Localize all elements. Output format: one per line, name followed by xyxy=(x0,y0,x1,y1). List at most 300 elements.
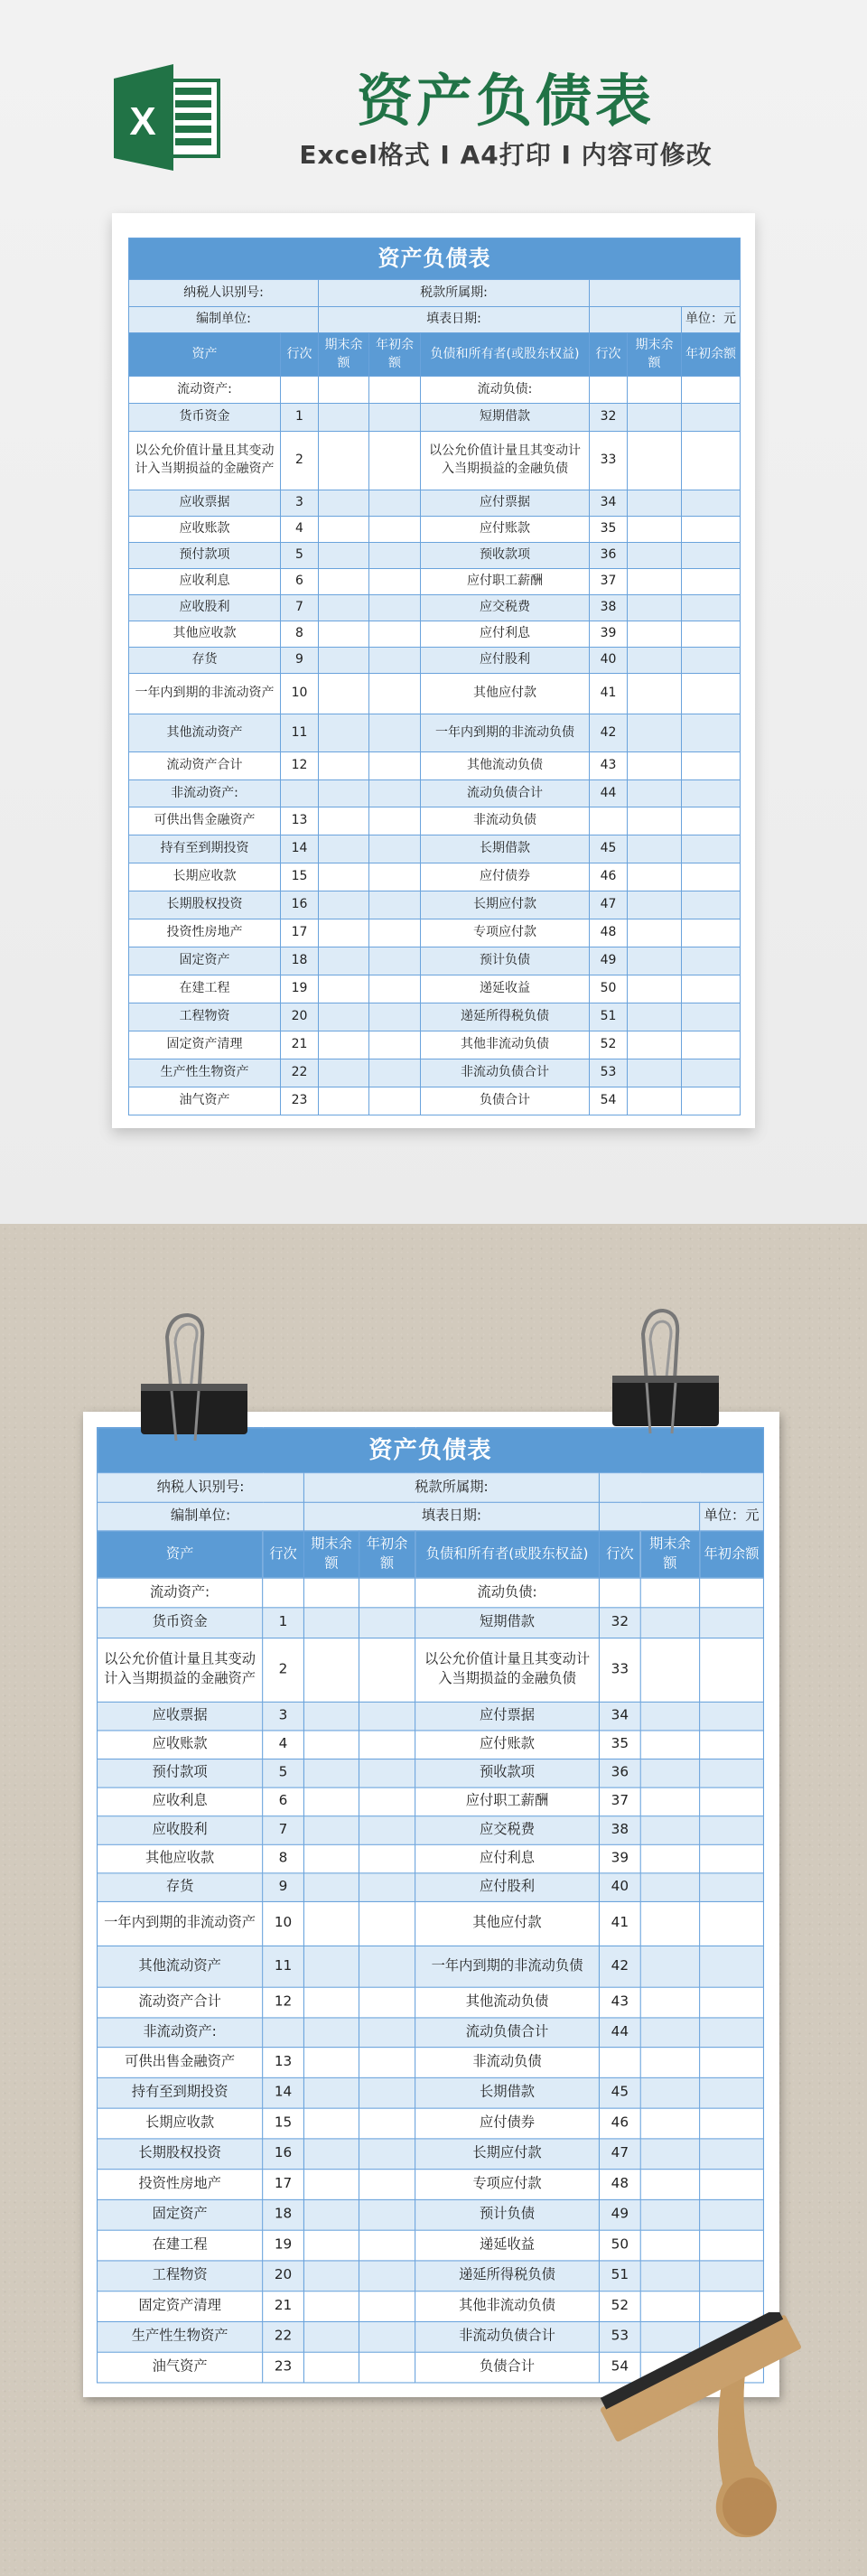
liability-line-no: 44 xyxy=(599,2018,640,2048)
liability-item: 其他非流动负债 xyxy=(415,2291,600,2322)
asset-end-balance-cell[interactable] xyxy=(303,1946,359,1987)
liability-item: 应交税费 xyxy=(421,595,590,621)
asset-begin-balance-cell[interactable] xyxy=(359,1702,415,1731)
liability-line-no: 42 xyxy=(599,1946,640,1987)
asset-begin-balance-cell[interactable] xyxy=(369,621,421,648)
asset-item: 应收股利 xyxy=(129,595,281,621)
asset-begin-balance-cell[interactable] xyxy=(359,2352,415,2383)
liability-end-balance-cell[interactable] xyxy=(640,1638,699,1703)
asset-end-balance-cell[interactable] xyxy=(319,377,369,404)
liability-begin-balance-cell[interactable] xyxy=(700,2108,764,2139)
liability-begin-balance-cell[interactable] xyxy=(700,2018,764,2048)
asset-line-no: 2 xyxy=(263,1638,304,1703)
liability-end-balance-cell[interactable] xyxy=(640,1759,699,1788)
liability-begin-balance-cell[interactable] xyxy=(682,1031,741,1059)
table-row xyxy=(98,2261,764,2291)
asset-begin-balance-cell[interactable] xyxy=(359,2261,415,2291)
table-row xyxy=(98,2170,764,2200)
asset-line-no: 7 xyxy=(281,595,319,621)
liability-end-balance-cell[interactable] xyxy=(640,2261,699,2291)
column-header: 年初余额 xyxy=(359,1531,415,1578)
asset-end-balance-cell[interactable] xyxy=(303,1702,359,1731)
liability-begin-balance-cell[interactable] xyxy=(682,674,741,714)
liability-end-balance-cell[interactable] xyxy=(628,595,682,621)
asset-begin-balance-cell[interactable] xyxy=(369,1059,421,1087)
tax-period-field[interactable] xyxy=(590,280,741,307)
asset-begin-balance-cell[interactable] xyxy=(369,648,421,674)
asset-line-no: 15 xyxy=(263,2108,304,2139)
asset-begin-balance-cell[interactable] xyxy=(359,1901,415,1946)
asset-end-balance-cell[interactable] xyxy=(303,2230,359,2261)
liability-end-balance-cell[interactable] xyxy=(628,863,682,891)
liability-end-balance-cell[interactable] xyxy=(640,1901,699,1946)
liability-begin-balance-cell[interactable] xyxy=(700,1638,764,1703)
asset-item: 货币资金 xyxy=(98,1608,263,1638)
liability-end-balance-cell[interactable] xyxy=(628,490,682,517)
liability-item: 递延所得税负债 xyxy=(421,1003,590,1031)
asset-end-balance-cell[interactable] xyxy=(319,569,369,595)
table-row xyxy=(129,543,741,569)
asset-item: 存货 xyxy=(98,1873,263,1902)
asset-begin-balance-cell[interactable] xyxy=(359,2108,415,2139)
asset-end-balance-cell[interactable] xyxy=(303,2108,359,2139)
liability-end-balance-cell[interactable] xyxy=(640,2077,699,2108)
liability-end-balance-cell[interactable] xyxy=(628,517,682,543)
table-row xyxy=(98,1702,764,1731)
asset-end-balance-cell[interactable] xyxy=(303,1638,359,1703)
liability-end-balance-cell[interactable] xyxy=(640,1702,699,1731)
asset-line-no: 2 xyxy=(281,432,319,490)
column-header: 行次 xyxy=(281,333,319,377)
liability-begin-balance-cell[interactable] xyxy=(700,2048,764,2078)
liability-line-no: 52 xyxy=(590,1031,628,1059)
excel-logo-icon xyxy=(112,62,222,173)
liability-begin-balance-cell[interactable] xyxy=(700,1946,764,1987)
liability-end-balance-cell[interactable] xyxy=(628,780,682,807)
asset-end-balance-cell[interactable] xyxy=(303,1873,359,1902)
asset-begin-balance-cell[interactable] xyxy=(369,1087,421,1115)
fill-date-label[interactable]: 填表日期: xyxy=(319,307,590,333)
liability-begin-balance-cell[interactable] xyxy=(682,780,741,807)
liability-end-balance-cell[interactable] xyxy=(628,1087,682,1115)
liability-line-no xyxy=(599,1578,640,1608)
liability-begin-balance-cell[interactable] xyxy=(700,2077,764,2108)
asset-end-balance-cell[interactable] xyxy=(319,714,369,752)
asset-end-balance-cell[interactable] xyxy=(303,2199,359,2230)
liability-begin-balance-cell[interactable] xyxy=(700,1901,764,1946)
asset-begin-balance-cell[interactable] xyxy=(369,432,421,490)
asset-begin-balance-cell[interactable] xyxy=(369,377,421,404)
liability-item: 长期借款 xyxy=(415,2077,600,2108)
asset-item: 工程物资 xyxy=(98,2261,263,2291)
asset-end-balance-cell[interactable] xyxy=(319,648,369,674)
table-row xyxy=(129,595,741,621)
asset-begin-balance-cell[interactable] xyxy=(359,1638,415,1703)
column-header: 年初余额 xyxy=(369,333,421,377)
asset-end-balance-cell[interactable] xyxy=(303,2291,359,2322)
liability-end-balance-cell[interactable] xyxy=(640,2018,699,2048)
asset-line-no: 8 xyxy=(263,1844,304,1873)
liability-begin-balance-cell[interactable] xyxy=(682,1087,741,1115)
asset-line-no: 6 xyxy=(281,569,319,595)
asset-end-balance-cell[interactable] xyxy=(303,2018,359,2048)
asset-begin-balance-cell[interactable] xyxy=(359,2048,415,2078)
liability-end-balance-cell[interactable] xyxy=(640,1987,699,2018)
asset-end-balance-cell[interactable] xyxy=(303,2352,359,2383)
unit-label: 单位：元 xyxy=(700,1502,764,1531)
table-row xyxy=(98,1759,764,1788)
liability-line-no: 52 xyxy=(599,2291,640,2322)
liability-line-no: 51 xyxy=(599,2261,640,2291)
asset-begin-balance-cell[interactable] xyxy=(359,1816,415,1845)
liability-end-balance-cell[interactable] xyxy=(628,975,682,1003)
table-row xyxy=(129,377,741,404)
asset-end-balance-cell[interactable] xyxy=(319,835,369,863)
liability-line-no: 48 xyxy=(590,919,628,947)
liability-begin-balance-cell[interactable] xyxy=(700,1731,764,1759)
asset-begin-balance-cell[interactable] xyxy=(369,490,421,517)
asset-item: 货币资金 xyxy=(129,404,281,432)
asset-line-no: 19 xyxy=(263,2230,304,2261)
asset-begin-balance-cell[interactable] xyxy=(369,517,421,543)
asset-item: 应收账款 xyxy=(129,517,281,543)
liability-begin-balance-cell[interactable] xyxy=(682,490,741,517)
liability-end-balance-cell[interactable] xyxy=(640,2199,699,2230)
liability-end-balance-cell[interactable] xyxy=(640,2048,699,2078)
asset-item: 长期应收款 xyxy=(129,863,281,891)
liability-begin-balance-cell[interactable] xyxy=(700,1873,764,1902)
asset-begin-balance-cell[interactable] xyxy=(359,2291,415,2322)
fill-date-field[interactable] xyxy=(599,1502,699,1531)
liability-begin-balance-cell[interactable] xyxy=(700,1578,764,1608)
tax-period-label[interactable]: 税款所属期: xyxy=(319,280,590,307)
liability-end-balance-cell[interactable] xyxy=(628,807,682,835)
asset-begin-balance-cell[interactable] xyxy=(359,2018,415,2048)
asset-end-balance-cell[interactable] xyxy=(303,2139,359,2170)
asset-end-balance-cell[interactable] xyxy=(319,891,369,919)
liability-end-balance-cell[interactable] xyxy=(628,714,682,752)
asset-begin-balance-cell[interactable] xyxy=(359,1873,415,1902)
asset-end-balance-cell[interactable] xyxy=(303,1901,359,1946)
table-row xyxy=(98,1987,764,2018)
liability-item: 流动负债合计 xyxy=(421,780,590,807)
liability-begin-balance-cell[interactable] xyxy=(682,569,741,595)
asset-begin-balance-cell[interactable] xyxy=(369,674,421,714)
liability-end-balance-cell[interactable] xyxy=(628,947,682,975)
asset-end-balance-cell[interactable] xyxy=(319,432,369,490)
asset-begin-balance-cell[interactable] xyxy=(359,2321,415,2352)
asset-end-balance-cell[interactable] xyxy=(303,1844,359,1873)
liability-item: 流动负债合计 xyxy=(415,2018,600,2048)
liability-begin-balance-cell[interactable] xyxy=(682,377,741,404)
asset-end-balance-cell[interactable] xyxy=(319,674,369,714)
asset-end-balance-cell[interactable] xyxy=(319,780,369,807)
liability-begin-balance-cell[interactable] xyxy=(682,648,741,674)
liability-end-balance-cell[interactable] xyxy=(628,1003,682,1031)
asset-end-balance-cell[interactable] xyxy=(319,1059,369,1087)
liability-end-balance-cell[interactable] xyxy=(640,1731,699,1759)
asset-item: 以公允价值计量且其变动计入当期损益的金融资产 xyxy=(98,1638,263,1703)
asset-end-balance-cell[interactable] xyxy=(319,490,369,517)
asset-item: 非流动资产: xyxy=(98,2018,263,2048)
liability-end-balance-cell[interactable] xyxy=(640,2230,699,2261)
liability-end-balance-cell[interactable] xyxy=(628,648,682,674)
tax-period-field[interactable] xyxy=(599,1473,763,1503)
asset-end-balance-cell[interactable] xyxy=(319,595,369,621)
table-row xyxy=(129,648,741,674)
liability-end-balance-cell[interactable] xyxy=(628,919,682,947)
liability-begin-balance-cell[interactable] xyxy=(682,517,741,543)
liability-begin-balance-cell[interactable] xyxy=(682,919,741,947)
table-row xyxy=(129,674,741,714)
asset-line-no: 18 xyxy=(263,2199,304,2230)
liability-item: 长期借款 xyxy=(421,835,590,863)
asset-begin-balance-cell[interactable] xyxy=(359,2170,415,2200)
liability-item: 其他流动负债 xyxy=(415,1987,600,2018)
unit-label: 单位：元 xyxy=(682,307,741,333)
asset-begin-balance-cell[interactable] xyxy=(369,780,421,807)
liability-begin-balance-cell[interactable] xyxy=(700,1987,764,2018)
asset-end-balance-cell[interactable] xyxy=(319,863,369,891)
asset-begin-balance-cell[interactable] xyxy=(369,947,421,975)
liability-begin-balance-cell[interactable] xyxy=(700,2230,764,2261)
liability-begin-balance-cell[interactable] xyxy=(700,1759,764,1788)
liability-end-balance-cell[interactable] xyxy=(628,543,682,569)
table-row xyxy=(98,2199,764,2230)
liability-begin-balance-cell[interactable] xyxy=(682,432,741,490)
asset-end-balance-cell[interactable] xyxy=(303,1759,359,1788)
asset-line-no: 16 xyxy=(281,891,319,919)
liability-begin-balance-cell[interactable] xyxy=(682,621,741,648)
asset-end-balance-cell[interactable] xyxy=(303,1787,359,1816)
asset-begin-balance-cell[interactable] xyxy=(369,919,421,947)
asset-item: 应收票据 xyxy=(129,490,281,517)
asset-end-balance-cell[interactable] xyxy=(303,1608,359,1638)
asset-end-balance-cell[interactable] xyxy=(303,1816,359,1845)
liability-end-balance-cell[interactable] xyxy=(640,2170,699,2200)
asset-end-balance-cell[interactable] xyxy=(303,2321,359,2352)
tax-period-label[interactable]: 税款所属期: xyxy=(303,1473,599,1503)
liability-item: 以公允价值计量且其变动计入当期损益的金融负债 xyxy=(421,432,590,490)
asset-begin-balance-cell[interactable] xyxy=(369,975,421,1003)
liability-begin-balance-cell[interactable] xyxy=(700,2261,764,2291)
asset-begin-balance-cell[interactable] xyxy=(369,891,421,919)
prepared-by-label: 编制单位: xyxy=(129,307,319,333)
liability-line-no xyxy=(599,2048,640,2078)
asset-begin-balance-cell[interactable] xyxy=(359,2230,415,2261)
asset-line-no xyxy=(281,780,319,807)
liability-begin-balance-cell[interactable] xyxy=(682,863,741,891)
liability-begin-balance-cell[interactable] xyxy=(682,714,741,752)
liability-line-no: 54 xyxy=(599,2352,640,2383)
liability-item: 专项应付款 xyxy=(415,2170,600,2200)
liability-end-balance-cell[interactable] xyxy=(640,1816,699,1845)
liability-begin-balance-cell[interactable] xyxy=(682,835,741,863)
asset-begin-balance-cell[interactable] xyxy=(359,1987,415,2018)
liability-begin-balance-cell[interactable] xyxy=(700,1608,764,1638)
asset-end-balance-cell[interactable] xyxy=(319,517,369,543)
asset-begin-balance-cell[interactable] xyxy=(359,2077,415,2108)
liability-end-balance-cell[interactable] xyxy=(628,377,682,404)
asset-begin-balance-cell[interactable] xyxy=(369,569,421,595)
asset-line-no: 4 xyxy=(281,517,319,543)
liability-end-balance-cell[interactable] xyxy=(628,752,682,780)
asset-line-no: 5 xyxy=(281,543,319,569)
liability-begin-balance-cell[interactable] xyxy=(682,752,741,780)
liability-begin-balance-cell[interactable] xyxy=(682,595,741,621)
asset-end-balance-cell[interactable] xyxy=(319,1003,369,1031)
asset-line-no: 1 xyxy=(281,404,319,432)
asset-begin-balance-cell[interactable] xyxy=(359,1608,415,1638)
liability-line-no xyxy=(590,807,628,835)
asset-begin-balance-cell[interactable] xyxy=(359,1759,415,1788)
liability-end-balance-cell[interactable] xyxy=(640,2139,699,2170)
liability-end-balance-cell[interactable] xyxy=(628,891,682,919)
asset-begin-balance-cell[interactable] xyxy=(359,1946,415,1987)
asset-end-balance-cell[interactable] xyxy=(319,543,369,569)
asset-end-balance-cell[interactable] xyxy=(319,621,369,648)
liability-item: 以公允价值计量且其变动计入当期损益的金融负债 xyxy=(415,1638,600,1703)
asset-line-no: 9 xyxy=(281,648,319,674)
liability-end-balance-cell[interactable] xyxy=(628,1031,682,1059)
liability-end-balance-cell[interactable] xyxy=(628,432,682,490)
liability-line-no: 37 xyxy=(599,1787,640,1816)
liability-item: 应付账款 xyxy=(421,517,590,543)
asset-end-balance-cell[interactable] xyxy=(319,404,369,432)
liability-begin-balance-cell[interactable] xyxy=(700,2139,764,2170)
liability-line-no: 39 xyxy=(590,621,628,648)
asset-end-balance-cell[interactable] xyxy=(319,807,369,835)
fill-date-label[interactable]: 填表日期: xyxy=(303,1502,599,1531)
asset-begin-balance-cell[interactable] xyxy=(369,543,421,569)
liability-end-balance-cell[interactable] xyxy=(628,404,682,432)
liability-begin-balance-cell[interactable] xyxy=(682,1003,741,1031)
liability-end-balance-cell[interactable] xyxy=(640,1946,699,1987)
liability-begin-balance-cell[interactable] xyxy=(700,1844,764,1873)
liability-end-balance-cell[interactable] xyxy=(640,1608,699,1638)
asset-end-balance-cell[interactable] xyxy=(303,2077,359,2108)
asset-begin-balance-cell[interactable] xyxy=(369,835,421,863)
asset-item: 以公允价值计量且其变动计入当期损益的金融资产 xyxy=(129,432,281,490)
asset-line-no: 10 xyxy=(263,1901,304,1946)
liability-line-no: 44 xyxy=(590,780,628,807)
liability-line-no: 50 xyxy=(599,2230,640,2261)
asset-line-no: 16 xyxy=(263,2139,304,2170)
asset-begin-balance-cell[interactable] xyxy=(369,595,421,621)
fill-date-field[interactable] xyxy=(590,307,682,333)
liability-end-balance-cell[interactable] xyxy=(628,1059,682,1087)
asset-begin-balance-cell[interactable] xyxy=(369,1031,421,1059)
liability-line-no: 41 xyxy=(599,1901,640,1946)
column-header: 年初余额 xyxy=(700,1531,764,1578)
sheet-title: 资产负债表 xyxy=(98,1428,764,1473)
liability-begin-balance-cell[interactable] xyxy=(682,807,741,835)
asset-end-balance-cell[interactable] xyxy=(319,752,369,780)
asset-begin-balance-cell[interactable] xyxy=(359,1787,415,1816)
table-row xyxy=(129,517,741,543)
liability-end-balance-cell[interactable] xyxy=(640,1787,699,1816)
asset-item: 其他流动资产 xyxy=(129,714,281,752)
asset-end-balance-cell[interactable] xyxy=(319,947,369,975)
asset-begin-balance-cell[interactable] xyxy=(369,1003,421,1031)
asset-end-balance-cell[interactable] xyxy=(303,2170,359,2200)
liability-begin-balance-cell[interactable] xyxy=(682,1059,741,1087)
liability-end-balance-cell[interactable] xyxy=(640,1578,699,1608)
liability-begin-balance-cell[interactable] xyxy=(682,975,741,1003)
table-row xyxy=(129,1031,741,1059)
liability-line-no: 43 xyxy=(599,1987,640,2018)
asset-begin-balance-cell[interactable] xyxy=(359,1844,415,1873)
asset-item: 预付款项 xyxy=(98,1759,263,1788)
asset-end-balance-cell[interactable] xyxy=(319,1031,369,1059)
liability-item: 递延收益 xyxy=(415,2230,600,2261)
asset-line-no: 10 xyxy=(281,674,319,714)
asset-item: 应收股利 xyxy=(98,1816,263,1845)
asset-end-balance-cell[interactable] xyxy=(303,1987,359,2018)
asset-end-balance-cell[interactable] xyxy=(303,1731,359,1759)
asset-line-no: 22 xyxy=(263,2321,304,2352)
liability-begin-balance-cell[interactable] xyxy=(682,543,741,569)
liability-item: 预计负债 xyxy=(421,947,590,975)
liability-end-balance-cell[interactable] xyxy=(628,569,682,595)
asset-begin-balance-cell[interactable] xyxy=(369,863,421,891)
liability-line-no: 53 xyxy=(599,2321,640,2352)
asset-end-balance-cell[interactable] xyxy=(319,975,369,1003)
asset-begin-balance-cell[interactable] xyxy=(359,2199,415,2230)
liability-line-no: 35 xyxy=(590,517,628,543)
asset-begin-balance-cell[interactable] xyxy=(369,752,421,780)
asset-item: 持有至到期投资 xyxy=(98,2077,263,2108)
liability-end-balance-cell[interactable] xyxy=(628,835,682,863)
asset-end-balance-cell[interactable] xyxy=(303,2048,359,2078)
liability-end-balance-cell[interactable] xyxy=(640,1844,699,1873)
liability-begin-balance-cell[interactable] xyxy=(700,1816,764,1845)
asset-begin-balance-cell[interactable] xyxy=(369,404,421,432)
asset-end-balance-cell[interactable] xyxy=(303,2261,359,2291)
asset-line-no: 13 xyxy=(281,807,319,835)
liability-end-balance-cell[interactable] xyxy=(628,674,682,714)
asset-begin-balance-cell[interactable] xyxy=(359,2139,415,2170)
liability-item: 应付账款 xyxy=(415,1731,600,1759)
liability-begin-balance-cell[interactable] xyxy=(700,1787,764,1816)
liability-line-no: 32 xyxy=(590,404,628,432)
asset-begin-balance-cell[interactable] xyxy=(359,1578,415,1608)
table-row xyxy=(98,1787,764,1816)
liability-begin-balance-cell[interactable] xyxy=(682,891,741,919)
liability-begin-balance-cell[interactable] xyxy=(700,2170,764,2200)
asset-end-balance-cell[interactable] xyxy=(319,919,369,947)
asset-begin-balance-cell[interactable] xyxy=(369,714,421,752)
asset-begin-balance-cell[interactable] xyxy=(359,1731,415,1759)
liability-item: 一年内到期的非流动负债 xyxy=(415,1946,600,1987)
asset-line-no: 11 xyxy=(281,714,319,752)
liability-begin-balance-cell[interactable] xyxy=(682,404,741,432)
asset-begin-balance-cell[interactable] xyxy=(369,807,421,835)
asset-end-balance-cell[interactable] xyxy=(319,1087,369,1115)
asset-end-balance-cell[interactable] xyxy=(303,1578,359,1608)
liability-item: 递延收益 xyxy=(421,975,590,1003)
liability-begin-balance-cell[interactable] xyxy=(700,2199,764,2230)
liability-begin-balance-cell[interactable] xyxy=(700,1702,764,1731)
liability-item: 预收款项 xyxy=(415,1759,600,1788)
column-header: 年初余额 xyxy=(682,333,741,377)
table-row xyxy=(129,1003,741,1031)
hero-title: 资产负债表 xyxy=(356,68,655,134)
liability-end-balance-cell[interactable] xyxy=(628,621,682,648)
liability-end-balance-cell[interactable] xyxy=(640,1873,699,1902)
liability-end-balance-cell[interactable] xyxy=(640,2108,699,2139)
liability-begin-balance-cell[interactable] xyxy=(682,947,741,975)
